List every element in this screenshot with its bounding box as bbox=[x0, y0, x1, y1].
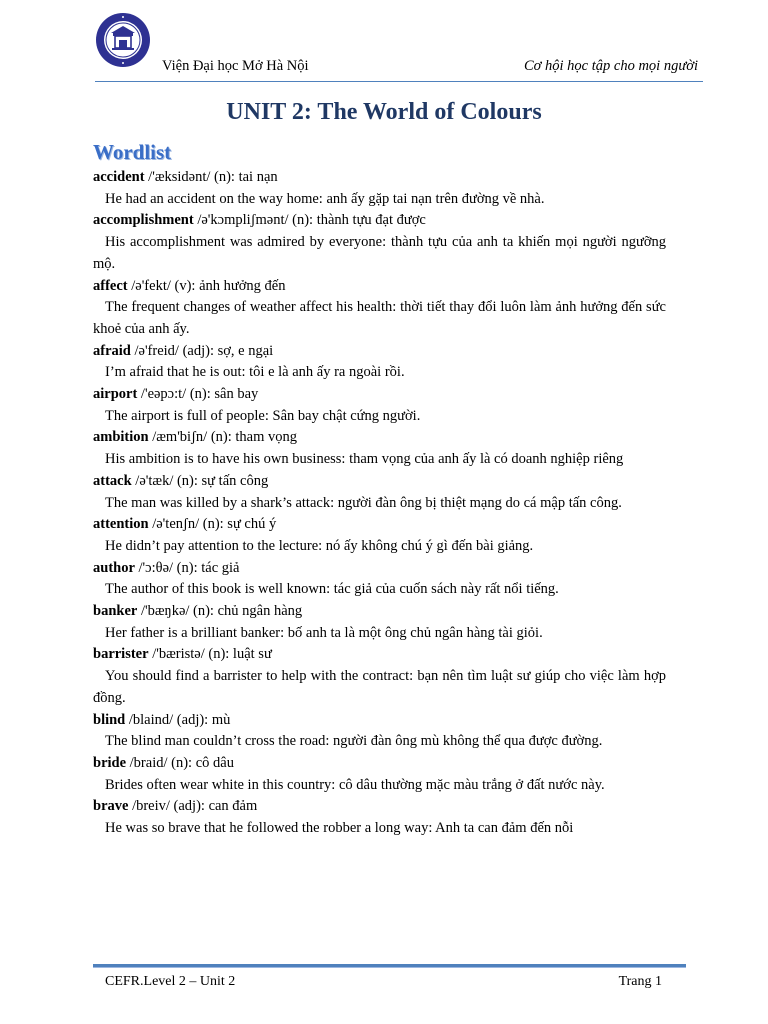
headword: ambition bbox=[93, 429, 149, 446]
example-sentence: The man was killed by a shark’s attack: người đàn ông bị thiệt mạng do cá mập tấn công. bbox=[105, 494, 622, 511]
institute-slogan: Cơ hội học tập cho mọi người bbox=[523, 58, 698, 74]
example-sentence: He didn’t pay attention to the lecture: nó ấy không chú ý gì đến bài giảng. bbox=[105, 537, 534, 554]
example-sentence: The author of this book is well known: tác giả của cuốn sách này rất nổi tiếng. bbox=[105, 581, 559, 598]
pronunciation-definition: /ə'kɔmpliʃmənt/ (n): thành tựu đạt được bbox=[193, 212, 426, 229]
page-number: Trang 1 bbox=[618, 974, 662, 989]
word-entry bbox=[93, 384, 666, 427]
pronunciation-definition: /breiv/ (adj): can đảm bbox=[128, 798, 258, 815]
word-entry bbox=[93, 710, 666, 753]
example-sentence: His ambition is to have his own business: tham vọng của anh ấy là có doanh nghiệp riêng bbox=[105, 451, 624, 468]
footer-divider bbox=[93, 964, 686, 967]
word-entry bbox=[93, 514, 666, 557]
word-entry bbox=[93, 167, 666, 210]
pronunciation-definition: /'æksidənt/ (n): tai nạn bbox=[144, 169, 278, 185]
wordlist-entries bbox=[93, 167, 666, 840]
headword: attention bbox=[93, 516, 149, 533]
headword: afraid bbox=[93, 342, 131, 359]
headword: bride bbox=[93, 754, 127, 771]
example-sentence: I’m afraid that he is out: tôi e là anh ấy ra ngoài rồi. bbox=[105, 364, 405, 381]
word-entry bbox=[93, 796, 666, 839]
university-logo bbox=[95, 12, 151, 68]
word-entry bbox=[93, 210, 666, 275]
headword: attack bbox=[93, 472, 132, 489]
pronunciation-definition: /'bæŋkə/ (n): chủ ngân hàng bbox=[137, 603, 303, 620]
pronunciation-definition: /'ɔ:θə/ (n): tác giả bbox=[134, 559, 240, 576]
headword: blind bbox=[93, 711, 126, 728]
footer-course: CEFR.Level 2 – Unit 2 bbox=[105, 974, 236, 989]
headword: banker bbox=[93, 603, 138, 620]
pronunciation-definition: /'bæristə/ (n): luật sư bbox=[148, 646, 272, 663]
example-sentence: The blind man couldn’t cross the road: người đàn ông mù không thể qua được đường. bbox=[105, 733, 603, 750]
headword: airport bbox=[93, 386, 138, 403]
pronunciation-definition: /blaind/ (adj): mù bbox=[125, 711, 231, 728]
word-entry bbox=[93, 558, 666, 601]
example-sentence: His accomplishment was admired by everyone: thành tựu của anh ta khiến mọi người ngưỡng mộ. bbox=[93, 234, 666, 272]
section-heading: Wordlist bbox=[93, 140, 172, 164]
word-entry bbox=[93, 427, 666, 470]
pronunciation-definition: /'eəpɔ:t/ (n): sân bay bbox=[137, 386, 259, 403]
word-entry bbox=[93, 276, 666, 341]
example-sentence: The airport is full of people: Sân bay chật cứng người. bbox=[105, 407, 421, 424]
pronunciation-definition: /ə'tenʃn/ (n): sự chú ý bbox=[148, 516, 277, 533]
headword: author bbox=[93, 559, 135, 576]
headword: accident bbox=[93, 169, 145, 185]
word-entry bbox=[93, 753, 666, 796]
word-entry bbox=[93, 601, 666, 644]
word-entry bbox=[93, 341, 666, 384]
pronunciation-definition: /braid/ (n): cô dâu bbox=[126, 754, 234, 771]
example-sentence: You should find a barrister to help with the contract: bạn nên tìm luật sư giúp cho việc làm hợp đồng. bbox=[93, 668, 666, 706]
unit-title: UNIT 2: The World of Colours bbox=[226, 99, 542, 125]
word-entry bbox=[93, 471, 666, 514]
word-entry bbox=[93, 644, 666, 709]
headword: accomplishment bbox=[93, 212, 194, 229]
example-sentence: He had an accident on the way home: anh ấy gặp tai nạn trên đường về nhà. bbox=[105, 190, 545, 207]
pronunciation-definition: /ə'tæk/ (n): sự tấn công bbox=[131, 472, 269, 489]
headword: affect bbox=[93, 277, 128, 294]
pronunciation-definition: /ə'fekt/ (v): ảnh hưởng đến bbox=[127, 277, 286, 294]
header-divider bbox=[95, 81, 703, 82]
pronunciation-definition: /ə'freid/ (adj): sợ, e ngại bbox=[130, 342, 274, 359]
example-sentence: He was so brave that he followed the robber a long way: Anh ta can đảm đến nỗi bbox=[105, 820, 574, 837]
institute-name: Viện Đại học Mở Hà Nội bbox=[162, 58, 309, 74]
example-sentence: Brides often wear white in this country: cô dâu thường mặc màu trắng ở đất nước này. bbox=[105, 776, 605, 793]
example-sentence: Her father is a brilliant banker: bố anh ta là một ông chủ ngân hàng tài giỏi. bbox=[105, 624, 543, 641]
headword: barrister bbox=[93, 646, 149, 663]
headword: brave bbox=[93, 798, 129, 815]
example-sentence: The frequent changes of weather affect his health: thời tiết thay đổi luôn làm ảnh hưởng đến sức khoẻ của anh ấy. bbox=[93, 299, 666, 337]
pronunciation-definition: /æm'biʃn/ (n): tham vọng bbox=[148, 429, 297, 446]
